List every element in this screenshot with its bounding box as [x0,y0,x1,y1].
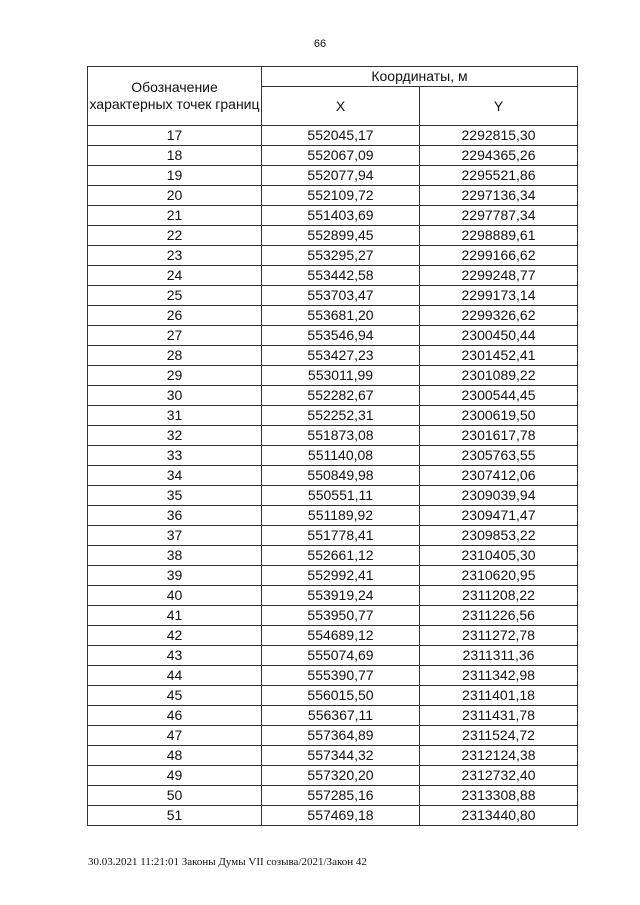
point-number-cell: 23 [88,246,262,266]
y-column-header: Y [420,87,578,126]
x-coordinate-cell: 553703,47 [262,286,420,306]
x-coordinate-cell: 552899,45 [262,226,420,246]
point-number-cell: 37 [88,526,262,546]
x-coordinate-cell: 553546,94 [262,326,420,346]
x-coordinate-cell: 557364,89 [262,726,420,746]
y-coordinate-cell: 2301089,22 [420,366,578,386]
x-coordinate-cell: 557469,18 [262,806,420,826]
y-coordinate-cell: 2311342,98 [420,666,578,686]
point-number-cell: 28 [88,346,262,366]
table-row [88,226,578,246]
table-row [88,766,578,786]
table-row [88,686,578,706]
y-coordinate-cell: 2305763,55 [420,446,578,466]
x-coordinate-cell: 552252,31 [262,406,420,426]
x-coordinate-cell: 557285,16 [262,786,420,806]
x-coordinate-cell: 552045,17 [262,126,420,146]
x-coordinate-cell: 550551,11 [262,486,420,506]
table-row [88,326,578,346]
point-number-cell: 27 [88,326,262,346]
point-number-cell: 45 [88,686,262,706]
y-coordinate-cell: 2311208,22 [420,586,578,606]
point-number-cell: 32 [88,426,262,446]
x-column-header: X [262,87,420,126]
table-body [88,126,578,826]
coordinates-table [87,66,578,826]
coords-label-header: Координаты, м [262,67,578,87]
point-number-cell: 41 [88,606,262,626]
y-coordinate-cell: 2299173,14 [420,286,578,306]
y-coordinate-cell: 2311311,36 [420,646,578,666]
point-number-cell: 31 [88,406,262,426]
y-coordinate-cell: 2294365,26 [420,146,578,166]
y-coordinate-cell: 2310620,95 [420,566,578,586]
table-row [88,426,578,446]
x-coordinate-cell: 553011,99 [262,366,420,386]
table-row [88,606,578,626]
y-coordinate-cell: 2299326,62 [420,306,578,326]
y-coordinate-cell: 2295521,86 [420,166,578,186]
y-coordinate-cell: 2307412,06 [420,466,578,486]
y-coordinate-cell: 2297787,34 [420,206,578,226]
point-number-cell: 29 [88,366,262,386]
x-coordinate-cell: 553442,58 [262,266,420,286]
point-number-cell: 43 [88,646,262,666]
x-coordinate-cell: 551140,08 [262,446,420,466]
x-coordinate-cell: 557344,32 [262,746,420,766]
x-coordinate-cell: 551873,08 [262,426,420,446]
point-number-cell: 22 [88,226,262,246]
x-coordinate-cell: 553950,77 [262,606,420,626]
point-label-header: Обозначение характерных точек границ [88,67,262,126]
y-coordinate-cell: 2312732,40 [420,766,578,786]
table-row [88,806,578,826]
table-row [88,146,578,166]
point-number-cell: 50 [88,786,262,806]
table-row [88,126,578,146]
y-coordinate-cell: 2311272,78 [420,626,578,646]
point-number-cell: 17 [88,126,262,146]
x-coordinate-cell: 555390,77 [262,666,420,686]
point-number-cell: 20 [88,186,262,206]
x-coordinate-cell: 557320,20 [262,766,420,786]
x-coordinate-cell: 552077,94 [262,166,420,186]
table-row [88,186,578,206]
point-number-cell: 26 [88,306,262,326]
table-row [88,726,578,746]
point-number-cell: 44 [88,666,262,686]
x-coordinate-cell: 552067,09 [262,146,420,166]
x-coordinate-cell: 552282,67 [262,386,420,406]
point-number-cell: 34 [88,466,262,486]
point-number-cell: 19 [88,166,262,186]
table-row [88,526,578,546]
y-coordinate-cell: 2311401,18 [420,686,578,706]
table-row [88,366,578,386]
point-number-cell: 36 [88,506,262,526]
x-coordinate-cell: 550849,98 [262,466,420,486]
x-coordinate-cell: 552992,41 [262,566,420,586]
table-row [88,346,578,366]
y-coordinate-cell: 2297136,34 [420,186,578,206]
table-header [88,67,578,126]
table-row [88,446,578,466]
point-number-cell: 40 [88,586,262,606]
x-coordinate-cell: 552109,72 [262,186,420,206]
point-number-cell: 18 [88,146,262,166]
point-number-cell: 42 [88,626,262,646]
page-number: 66 [313,38,327,50]
x-coordinate-cell: 553427,23 [262,346,420,366]
x-coordinate-cell: 553919,24 [262,586,420,606]
y-coordinate-cell: 2311431,78 [420,706,578,726]
table-row [88,266,578,286]
y-coordinate-cell: 2309039,94 [420,486,578,506]
x-coordinate-cell: 554689,12 [262,626,420,646]
x-coordinate-cell: 552661,12 [262,546,420,566]
table-row [88,286,578,306]
y-coordinate-cell: 2299248,77 [420,266,578,286]
y-coordinate-cell: 2292815,30 [420,126,578,146]
table-row [88,586,578,606]
table-row [88,786,578,806]
y-coordinate-cell: 2313440,80 [420,806,578,826]
point-number-cell: 21 [88,206,262,226]
table-row [88,306,578,326]
x-coordinate-cell: 555074,69 [262,646,420,666]
point-number-cell: 25 [88,286,262,306]
table-row [88,666,578,686]
y-coordinate-cell: 2311226,56 [420,606,578,626]
y-coordinate-cell: 2310405,30 [420,546,578,566]
table-row [88,166,578,186]
table-row [88,466,578,486]
table-row [88,746,578,766]
point-number-cell: 51 [88,806,262,826]
table-row [88,406,578,426]
x-coordinate-cell: 551189,92 [262,506,420,526]
x-coordinate-cell: 551778,41 [262,526,420,546]
y-coordinate-cell: 2298889,61 [420,226,578,246]
y-coordinate-cell: 2300450,44 [420,326,578,346]
table-row [88,206,578,226]
y-coordinate-cell: 2299166,62 [420,246,578,266]
y-coordinate-cell: 2300544,45 [420,386,578,406]
table-row [88,246,578,266]
y-coordinate-cell: 2300619,50 [420,406,578,426]
table-row [88,546,578,566]
point-number-cell: 38 [88,546,262,566]
point-number-cell: 24 [88,266,262,286]
point-number-cell: 49 [88,766,262,786]
document-footer: 30.03.2021 11:21:01 Законы Думы VII созыва/2021/Закон 42 [88,856,367,868]
x-coordinate-cell: 551403,69 [262,206,420,226]
table-row [88,706,578,726]
y-coordinate-cell: 2309471,47 [420,506,578,526]
y-coordinate-cell: 2313308,88 [420,786,578,806]
table-row [88,646,578,666]
x-coordinate-cell: 556367,11 [262,706,420,726]
y-coordinate-cell: 2312124,38 [420,746,578,766]
y-coordinate-cell: 2301617,78 [420,426,578,446]
point-number-cell: 46 [88,706,262,726]
table-row [88,486,578,506]
point-number-cell: 30 [88,386,262,406]
y-coordinate-cell: 2309853,22 [420,526,578,546]
x-coordinate-cell: 553295,27 [262,246,420,266]
point-number-cell: 33 [88,446,262,466]
table-row [88,506,578,526]
point-number-cell: 35 [88,486,262,506]
y-coordinate-cell: 2311524,72 [420,726,578,746]
y-coordinate-cell: 2301452,41 [420,346,578,366]
table-row [88,386,578,406]
point-number-cell: 47 [88,726,262,746]
table-row [88,566,578,586]
table-row [88,626,578,646]
point-number-cell: 39 [88,566,262,586]
x-coordinate-cell: 556015,50 [262,686,420,706]
point-number-cell: 48 [88,746,262,766]
x-coordinate-cell: 553681,20 [262,306,420,326]
